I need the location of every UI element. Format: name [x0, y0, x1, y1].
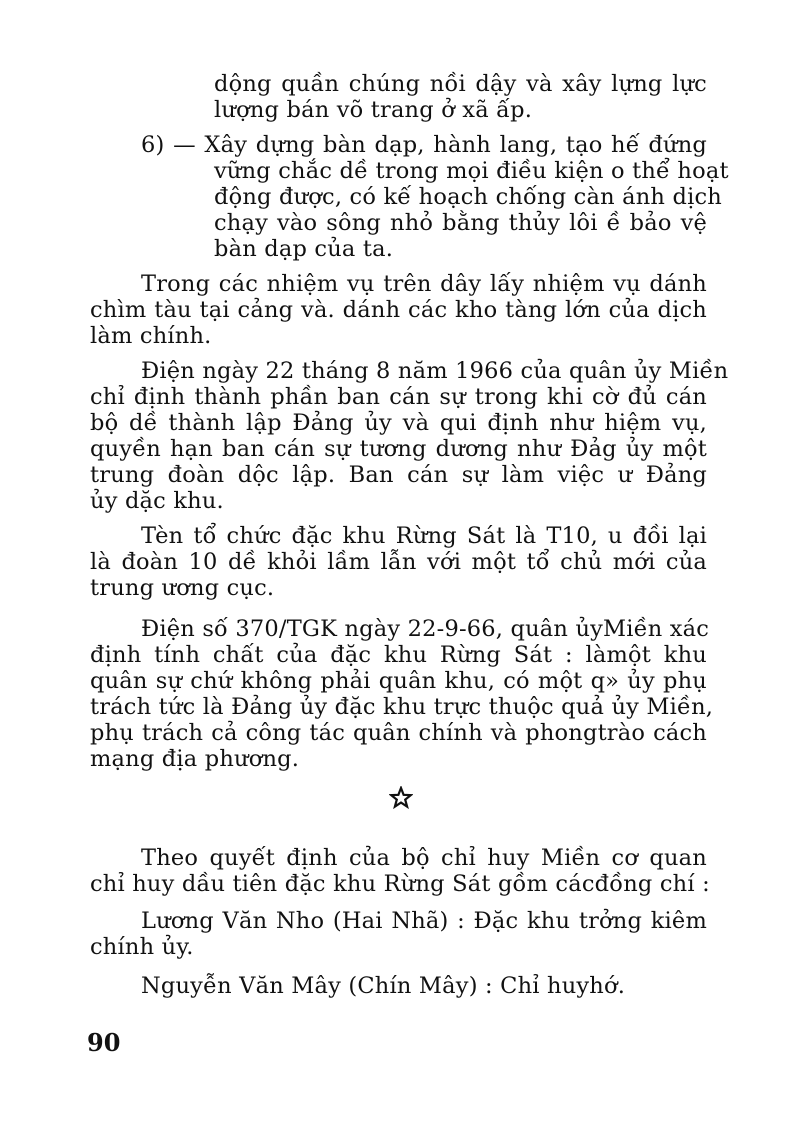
text-line: Điện ngày 22 tháng 8 năm 1966 của quân ủy Miền — [141, 358, 729, 384]
text-line: chỉ định thành phần ban cán sự trong khi cờ đủ cán — [90, 384, 707, 410]
text-line: chính ủy. — [90, 934, 194, 960]
text-line: Tèn tổ chức đặc khu Rừng Sát là T10, u đồi lại — [141, 523, 707, 549]
text-line: phụ trách cả công tác quân chính và phongtrào cách — [90, 720, 707, 746]
text-line: bộ dề thành lập Đảng ủy và qui định như hiệm vụ, — [90, 410, 707, 436]
text-line: định tính chất của đặc khu Rừng Sát : làmột khu — [90, 642, 707, 668]
text-line: trách tức là Đảng ủy đặc khu trực thuộc quả ủy Miền, — [90, 694, 714, 720]
text-line: chạy vào sông nhỏ bằng thủy lôi ề bảo vệ — [214, 210, 707, 236]
text-line: dộng quần chúng nồi dậy và xây lựng lực — [214, 71, 707, 97]
text-line: trung ương cục. — [90, 575, 275, 601]
text-line: 6) — Xây dựng bàn dạp, hành lang, tạo hế đứng — [141, 132, 707, 158]
text-line: ủy dặc khu. — [90, 488, 224, 514]
text-line: động được, có kế hoạch chống càn ánh dịch — [214, 184, 722, 210]
text-line: lượng bán võ trang ở xã ấp. — [214, 97, 533, 123]
text-line: Điện số 370/TGK ngày 22-9-66, quân ủyMiền xác — [141, 616, 710, 642]
text-line: quân sự chứ không phải quân khu, có một q» ủy phụ — [90, 668, 707, 694]
text-line: là đoàn 10 dề khỏi lầm lẫn với một tổ chủ mới của — [90, 549, 707, 575]
text-line: chìm tàu tại cảng và. dánh các kho tàng lớn của dịch — [90, 297, 707, 323]
text-line: Nguyễn Văn Mây (Chín Mây) : Chỉ huyhớ. — [141, 973, 626, 999]
text-line: chỉ huy dầu tiên đặc khu Rừng Sát gồm cácđồng chí : — [90, 871, 710, 897]
text-line: Lương Văn Nho (Hai Nhã) : Đặc khu trởng kiêm — [141, 908, 707, 934]
text-line: làm chính. — [90, 323, 212, 349]
text-line: mạng địa phương. — [90, 746, 300, 772]
page-number: 90 — [87, 1028, 121, 1057]
text-line: quyền hạn ban cán sự tương dương như Đảg ủy một — [90, 436, 707, 462]
star-outline-icon — [389, 786, 413, 810]
text-line: vững chắc dề trong mọi điều kiện o thể hoạt — [214, 158, 729, 184]
text-line: Trong các nhiệm vụ trên dây lấy nhiệm vụ dánh — [141, 271, 707, 297]
text-line: trung đoàn dộc lập. Ban cán sự làm việc ư Đảng — [90, 462, 707, 488]
text-line: bàn dạp của ta. — [214, 236, 394, 262]
text-line: Theo quyết định của bộ chỉ huy Miền cơ quan — [141, 845, 707, 871]
